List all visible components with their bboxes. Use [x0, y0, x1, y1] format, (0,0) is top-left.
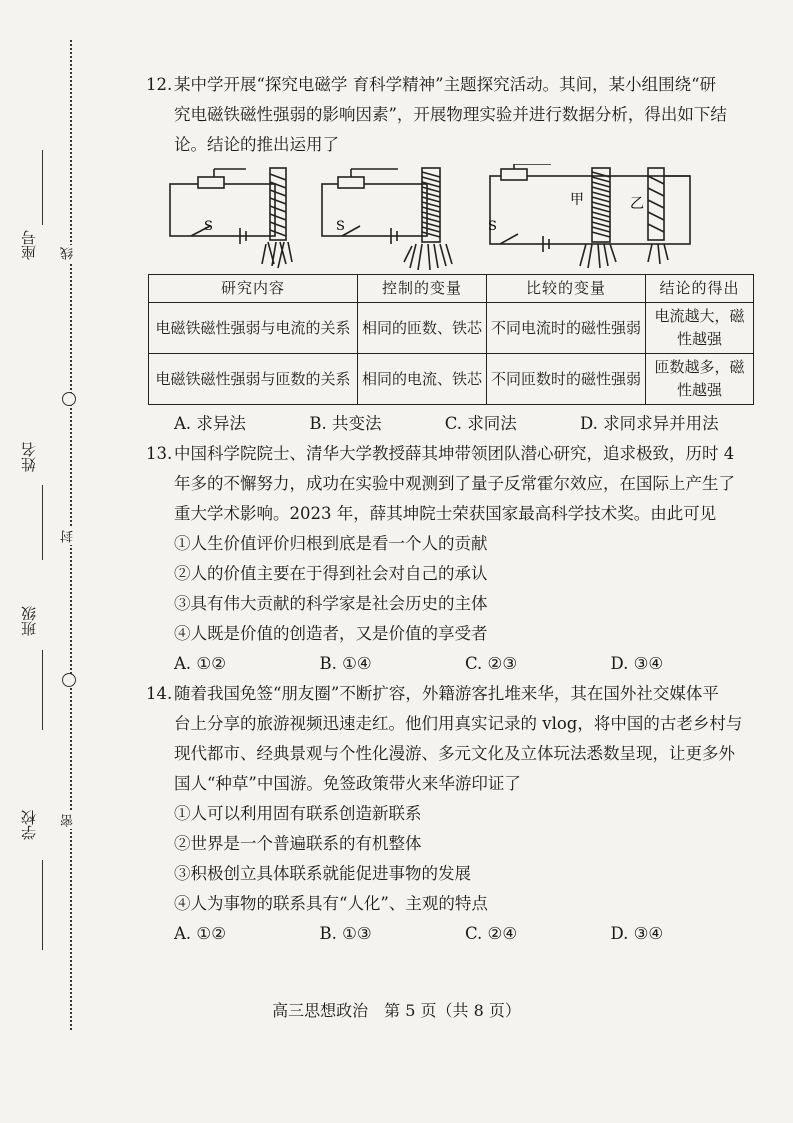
- cut-mark-line: 线: [61, 247, 76, 260]
- circuit-figure: [146, 164, 756, 274]
- switch-label: S: [336, 219, 345, 234]
- class-blank-line: [42, 650, 43, 730]
- statement-item: ④人为事物的联系具有“人化”、主观的特点: [174, 894, 488, 913]
- stem-line: 重大学术影响。2023 年，薛其坤院士荣获国家最高科学技术奖。由此可见: [174, 504, 717, 523]
- option-a[interactable]: A. ①②: [174, 654, 226, 673]
- table-cell: 电流越大，磁性越强: [646, 303, 754, 354]
- switch-label: S: [204, 219, 213, 234]
- question-14: [146, 679, 756, 949]
- electromagnet-diagram: [146, 164, 756, 274]
- option-d[interactable]: D. 求同求异并用法: [580, 414, 719, 433]
- statement-item: ②世界是一个普遍联系的有机整体: [174, 834, 422, 853]
- switch-label: S: [488, 219, 497, 234]
- class-label: 班级: [20, 606, 38, 636]
- question-number: 12.: [146, 75, 173, 94]
- binding-hole-top: [62, 392, 76, 406]
- question-number: 13.: [146, 444, 173, 463]
- stem-line: 中国科学院院士、清华大学教授薛其坤带领团队潜心研究，追求极致，历时 4: [174, 444, 735, 463]
- table-cell: 电磁铁磁性强弱与匝数的关系: [149, 354, 358, 405]
- option-a[interactable]: A. ①②: [174, 924, 226, 943]
- binding-hole-bottom: [62, 673, 76, 687]
- coil-label: 乙: [630, 196, 644, 212]
- table-cell: 匝数越多，磁性越强: [646, 354, 754, 405]
- table-cell: 不同匝数时的磁性强弱: [487, 354, 646, 405]
- option-a[interactable]: A. 求异法: [174, 414, 246, 433]
- statement-item: ①人可以利用固有联系创造新联系: [174, 804, 422, 823]
- question-content: [146, 70, 756, 949]
- question-12: [146, 70, 756, 439]
- stem-line: 年多的不懈努力，成功在实验中观测到了量子反常霍尔效应，在国际上产生了: [174, 474, 735, 493]
- experiment-table: [148, 274, 754, 405]
- table-cell: 相同的匝数、铁芯: [358, 303, 487, 354]
- page-footer: 高三思想政治 第 5 页（共 8 页）: [272, 1001, 521, 1020]
- table-cell: 不同电流时的磁性强弱: [487, 303, 646, 354]
- stem-line: 台上分享的旅游视频迅速走红。他们用真实记录的 vlog，将中国的古老乡村与: [174, 714, 743, 733]
- name-blank-line: [42, 485, 43, 560]
- stem-line: 某中学开展“探究电磁学 育科学精神”主题探究活动。其间，某小组围绕“研: [174, 75, 717, 94]
- table-header: 控制的变量: [358, 275, 487, 303]
- table-cell: 电磁铁磁性强弱与电流的关系: [149, 303, 358, 354]
- option-b[interactable]: B. ①④: [319, 654, 372, 673]
- statement-item: ④人既是价值的创造者，又是价值的享受者: [174, 624, 488, 643]
- answer-options: [146, 649, 756, 679]
- option-d[interactable]: D. ③④: [610, 924, 664, 943]
- name-label: 姓名: [20, 442, 38, 472]
- stem-line: 国人“种草”中国游。免签政策带火来华游印证了: [174, 774, 521, 793]
- table-row: [149, 354, 754, 405]
- option-b[interactable]: B. ①③: [319, 924, 372, 943]
- option-c[interactable]: C. 求同法: [444, 414, 517, 433]
- table-row: [149, 303, 754, 354]
- school-label: 学校: [20, 810, 38, 840]
- stem-line: 现代都市、经典景观与个性化漫游、多元文化及立体玩法悉数呈现，让更多外: [174, 744, 735, 763]
- statement-item: ③积极创立具体联系就能促进事物的发展: [174, 864, 471, 883]
- stem-line: 随着我国免签“朋友圈”不断扩容，外籍游客扎堆来华，其在国外社交媒体平: [174, 684, 719, 703]
- answer-options: [146, 409, 756, 439]
- answer-options: [146, 919, 756, 949]
- question-number: 14.: [146, 684, 173, 703]
- statement-item: ②人的价值主要在于得到社会对自己的承认: [174, 564, 488, 583]
- table-header: 结论的得出: [646, 275, 754, 303]
- cut-mark-seal: 封: [61, 530, 76, 543]
- option-c[interactable]: C. ②④: [465, 924, 518, 943]
- coil-label: 甲: [570, 192, 584, 208]
- seat-blank-line: [42, 150, 43, 225]
- option-c[interactable]: C. ②③: [465, 654, 518, 673]
- question-13: [146, 439, 756, 679]
- table-header: 比较的变量: [487, 275, 646, 303]
- seat-label: 座号: [20, 230, 38, 260]
- stem-line: 究电磁铁磁性强弱的影响因素”，开展物理实验并进行数据分析，得出如下结: [174, 105, 727, 124]
- school-blank-line: [42, 860, 43, 950]
- table-header: 研究内容: [149, 275, 358, 303]
- statement-item: ①人生价值评价归根到底是看一个人的贡献: [174, 534, 488, 553]
- cut-mark-secret: 密: [61, 814, 76, 827]
- binding-margin: [0, 0, 110, 1123]
- table-cell: 相同的电流、铁芯: [358, 354, 487, 405]
- statement-item: ③具有伟大贡献的科学家是社会历史的主体: [174, 594, 488, 613]
- stem-line: 论。结论的推出运用了: [174, 135, 339, 154]
- option-d[interactable]: D. ③④: [610, 654, 664, 673]
- option-b[interactable]: B. 共变法: [309, 414, 382, 433]
